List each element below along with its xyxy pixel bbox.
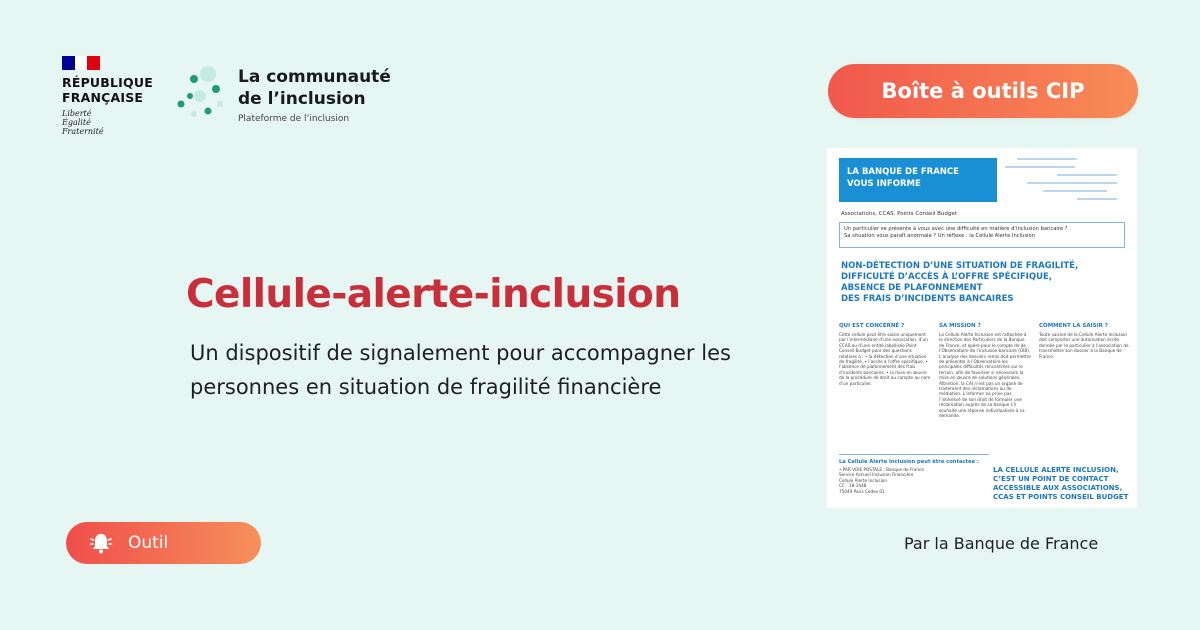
doc-intro-box: Un particulier se présente à vous avec une difficulté en matière d’inclusion bancaire ? Sa situation vous paraît anormale ? Un réflexe : la Cellule Alerte Inclusion [839,222,1125,248]
communaute-title-line1: La communauté [238,67,391,87]
french-flag-icon [62,56,100,70]
doc-audience: Associations, CCAS, Points Conseil Budget [841,211,957,217]
tool-badge[interactable] [66,522,261,564]
document-preview[interactable] [827,148,1137,508]
page-title: Cellule-alerte-inclusion [186,272,681,317]
doc-contact: La Cellule Alerte Inclusion peut être contactée : • PAR VOIE POSTALE : Banque de France Service Accueil Inclusion Financière Cellule Alerte Inclusion CC : 18-1448 75049 Paris Cedex 01 [839,454,989,494]
page-subtitle: Un dispositif de signalement pour accompagner les personnes en situation de fragilité financière [190,341,731,399]
communaute-logo-icon [174,66,230,126]
boite-a-outils-button[interactable]: Boîte à outils CIP [828,64,1138,118]
communaute-title-line2: de l’inclusion [238,89,366,109]
doc-column-2: SA MISSION ? La Cellule Alerte Inclusion est rattachée à la direction des Particuliers de la Banque de France, et opère pour le compte de de l’Observatoire de l’inclusion bancaire (OIB). L’analyse des dossiers remis doit permettre de présenter à l’Observatoire les principales difficultés rencontrées sur le terrain, afin de favoriser si nécessaire la mise en œuvre de solutions générales. Attention, la CAI n’est pas un organe de traitement des réclamations ou de médiation. L’informer ne prive pas l’intéressé de son droit de formuler une réclamation auprès de sa banque s’il souhaite une réponse individualisée à sa demande. [939,323,1031,419]
communaute-logo-text [238,66,391,124]
doc-cta: LA CELLULE ALERTE INCLUSION, C’EST UN POINT DE CONTACT ACCESSIBLE AUX ASSOCIATIONS, CCAS ET POINTS CONSEIL BUDGET [993,466,1129,501]
republique-francaise-logo [62,56,162,136]
bell-icon [88,530,114,556]
doc-heading: NON-DÉTECTION D’UNE SITUATION DE FRAGILITÉ, DIFFICULTÉ D’ACCÈS À L’OFFRE SPÉCIFIQUE, ABSENCE DE PLAFONNEMENT DES FRAIS D’INCIDENTS BANCAIRES [841,261,1079,304]
author-credit: Par la Banque de France [904,534,1099,553]
doc-column-1: QUI EST CONCERNÉ ? Cette cellule peut être saisie uniquement par l’intermédiaire d’une association, d’un CCAS ou d’une entité labellisée Point Conseil Budget pour des questions relatives à : • la détection d’une situation de fragilité, • l’accès à l’offre spécifique, • l’absence de plafonnement des frais d’incidents bancaires, • la mise en œuvre de la procédure de droit au compte au nom d’un particulier. [839,323,931,386]
communaute-subtitle: Plateforme de l’inclusion [238,114,350,124]
republique-name: RÉPUBLIQUE FRANÇAISE [62,75,153,105]
doc-column-3: COMMENT LA SAISIR ? Toute saisine de la Cellule Alerte Inclusion doit comporter une autorisation écrite donnée par le particulier à l’association de transmettre son dossier à la Banque de France. [1039,323,1129,359]
doc-header: LA BANQUE DE FRANCE VOUS INFORME [839,158,997,202]
tool-badge-label: Outil [128,533,169,553]
republique-motto: Liberté Égalité Fraternité [62,109,104,136]
